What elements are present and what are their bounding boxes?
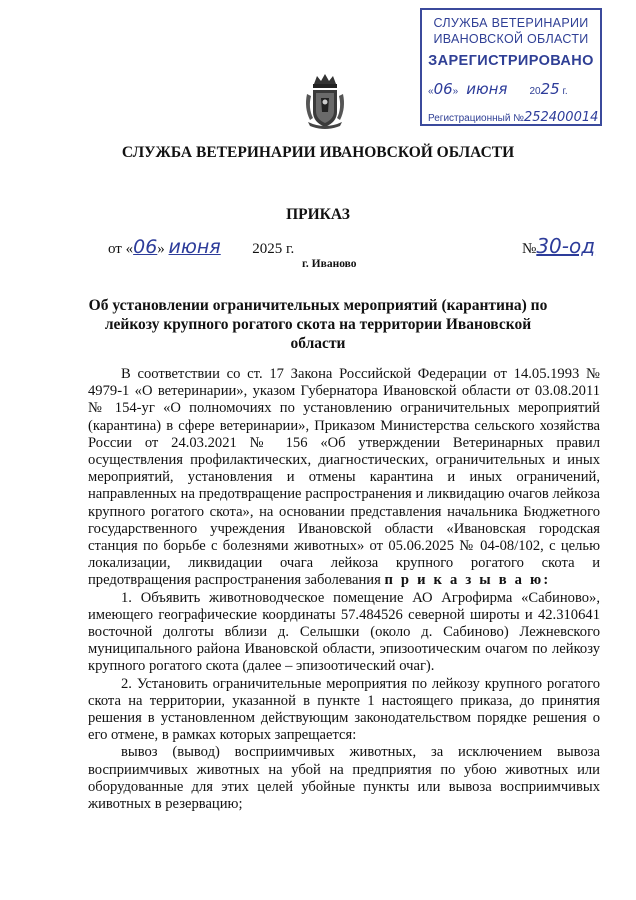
stamp-line-1: СЛУЖБА ВЕТЕРИНАРИИ bbox=[433, 16, 589, 30]
number-label: № bbox=[522, 241, 537, 257]
stamp-line-2: ИВАНОВСКОЙ ОБЛАСТИ bbox=[433, 32, 589, 46]
stamp-date-month: июня bbox=[466, 80, 508, 98]
stamp-date-day: 06 bbox=[433, 80, 453, 98]
registration-stamp bbox=[420, 8, 602, 126]
item-1: 1. Объявить животноводческое помещение АО Агрофирма «Сабиново», имеющего географические координаты 57.484526 северной широты и 42.310641 восточной долготы вблизи д. Селышки (около д. Сабиново) Лежневского муниципального района Ивановской области, эпизоотическим очагом по лейкозу крупного рогатого скота (далее – эпизоотический очаг). bbox=[88, 589, 600, 675]
stamp-date-year-prefix: 20 bbox=[529, 86, 541, 97]
item-2-subitem: вывоз (вывод) восприимчивых животных, за исключением вывоза восприимчивых животных на убой на предприятия по убою животных или оборудованные для этих целей убойные пункты или вывоза восприимчивых животных в резервацию; bbox=[88, 744, 600, 813]
stamp-reg-number: 252400014 bbox=[523, 110, 599, 125]
order-number bbox=[522, 234, 595, 258]
document-type: ПРИКАЗ bbox=[286, 206, 350, 223]
number-value: 30-од bbox=[536, 234, 596, 258]
stamp-date-suffix: г. bbox=[562, 86, 568, 97]
date-prefix: от « bbox=[108, 241, 134, 257]
date-day: 06 bbox=[133, 236, 158, 258]
preamble-text: В соответствии со ст. 17 Закона Российской Федерации от 14.05.1993 № 4979-1 «О ветеринарии», указом Губернатора Ивановской области от 03.08.2011 № 154-уг «О полномочиях по установлению ограничительных мероприятий (карантина) в сфере ветеринарии», Приказом Министерства сельского хозяйства России от 24.03.2021 № 156 «Об утверждении Ветеринарных правил осуществления профилактических, диагностических, ограничительных и иных мероприятий, установления и отмены карантина и иных ограничений, направленных на предотвращение распространения и ликвидацию очагов лейкоза крупного рогатого скота», на основании представления начальника Бюджетного государственного учреждения Ивановской области «Ивановская городская станция по борьбе с болезнями животных» от 05.06.2025 № 04-08/102, с целью локализации, ликвидации очага лейкоза крупного рогатого скота и предотвращения распространения заболевания bbox=[88, 366, 600, 589]
stamp-registration bbox=[428, 110, 598, 125]
document-body bbox=[88, 366, 600, 813]
city: г. Иваново bbox=[302, 258, 357, 270]
date-month: июня bbox=[168, 236, 221, 258]
document-title: Об установлении ограничительных мероприятий (карантина) по лейкозу крупного рогатого скота на территории Ивановской области bbox=[88, 297, 548, 352]
order-date: от «06» июня 2025 г. bbox=[108, 236, 295, 258]
stamp-date: «06» июня 2025 г. bbox=[428, 80, 568, 98]
order-word: п р и к а з ы в а ю: bbox=[384, 572, 551, 589]
organization-name: СЛУЖБА ВЕТЕРИНАРИИ ИВАНОВСКОЙ ОБЛАСТИ bbox=[121, 144, 515, 161]
stamp-line-3: ЗАРЕГИСТРИРОВАНО bbox=[428, 53, 594, 69]
stamp-reg-label: Регистрационный № bbox=[428, 113, 524, 124]
item-2: 2. Установить ограничительные мероприятия по лейкозу крупного рогатого скота на территории, указанной в пункте 1 настоящего приказа, до принятия решения в установленном действующим законодательством порядке решения о его отмене, в рамках которых запрещается: bbox=[88, 675, 600, 744]
preamble-paragraph bbox=[88, 366, 600, 590]
stamp-date-year: 25 bbox=[540, 80, 560, 98]
coat-of-arms-emblem bbox=[304, 72, 346, 130]
date-year: 2025 г. bbox=[252, 241, 295, 257]
